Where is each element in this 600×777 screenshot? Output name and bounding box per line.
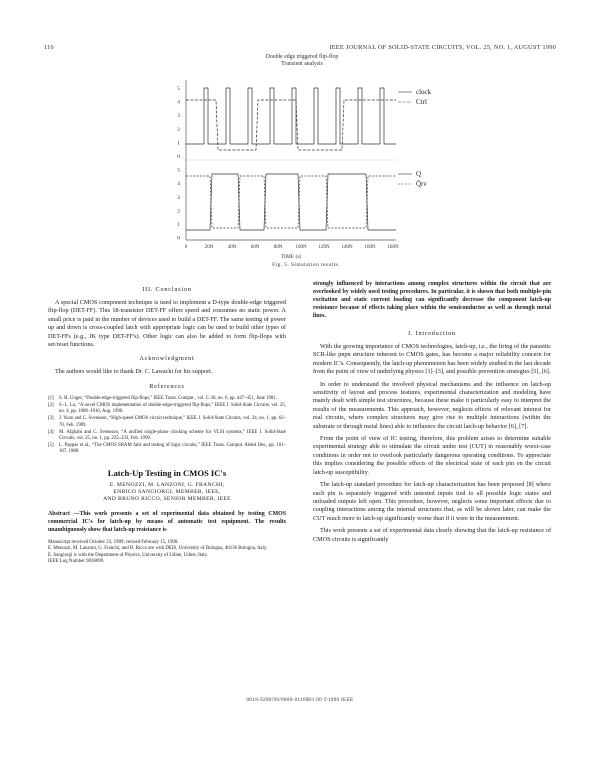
- x-tick-label: 60N: [250, 245, 260, 250]
- intro-paragraph-4: The latch-up standard procedure for latch-up characterization has been proposed [8] where each pin is separately triggered with untested inputs tied to all possible logic states and unloaded outputs left open. This procedure, however, neglects some important effects due to coupling interactions among the internal structures that, as will be shown later, can make the CUT much more to latch-up significantly worse than if it were in the measurement.: [313, 481, 551, 522]
- y-tick-label: 4: [177, 181, 180, 188]
- figure-title: [146, 54, 458, 68]
- plot-frame: [186, 80, 396, 240]
- figure-title-line1: Double edge triggered flip-flop: [265, 54, 339, 60]
- right-column: [313, 280, 551, 548]
- abstract: Abstract —This work presents a set of experimental data obtained by testing CMOS commercial IC's for latch-up by means of automatic test equipment. The results unambiguously show that latch-up resistance is: [48, 510, 286, 533]
- conclusion-heading: III. Conclusion: [142, 286, 192, 293]
- reference-number: [3]: [48, 416, 54, 422]
- reference-list: [48, 396, 286, 456]
- intro-paragraph-3: From the point of view of IC testing, therefore, this problem arises to determine suitable experimental strategy able to stimulate the circuit under test (CUT) in reasonably worst-case conditions in order not to overlook particularly dangerous operating conditions. To appreciate this implies considering the possible effects of the electrical state of each pin on the circuit latch-up susceptibility.: [313, 435, 551, 476]
- reference-item: [48, 403, 286, 415]
- reference-item: [48, 416, 286, 428]
- y-tick-label: 5: [177, 86, 180, 92]
- left-column: [48, 280, 286, 566]
- author-line-3: AND BRUNO RICCO, SENIOR MEMBER, IEEE: [103, 496, 231, 503]
- y-tick-label: 2: [177, 126, 180, 133]
- x-tick-label: 140N: [341, 245, 353, 250]
- figure-title-line2: Transient analysis: [281, 61, 323, 67]
- reference-number: [1]: [48, 395, 54, 401]
- paper-title: Latch-Up Testing in CMOS IC's: [107, 467, 227, 478]
- footnote-manuscript: Manuscript received October 23, 1989; revised February 15, 1990.: [48, 539, 179, 545]
- x-tick-label: 180N: [387, 245, 399, 250]
- y-tick-label: 4: [177, 99, 180, 106]
- figure-caption: Fig. 5. Simulation results.: [272, 262, 340, 268]
- clock-label: clock: [416, 88, 432, 96]
- footnote-log-number: IEEE Log Number 9036899.: [48, 559, 105, 565]
- footnotes: [48, 540, 286, 566]
- author-line-1: E. MENOZZI, M. LANZONI, G. FRANCHI,: [109, 481, 225, 488]
- figure: [146, 54, 458, 258]
- intro-paragraph-1: With the growing importance of CMOS technologies, latch-up, i.e., the firing of the parasitic SCR-like pnpn structure inherent to CMOS gates, has become a major reliability concern for modern IC's. Consequently, the latch-up phenomenon has been widely studied in the last decade from the point of view of underlying physics [1]–[3], and possible prevention strategies [5], [6].: [313, 343, 552, 376]
- intro-paragraph-2: In order to understand the involved physical mechanisms and the influence on latch-up sensitivity of layout and process features, experimental characterization and modeling have mainly dealt with simple test structures, because these make it particularly easy to interpret the results of the measurements. This approach, however, neglects effects of relevant interest for real circuits, where complex structures may give rise to multiple interactions (within the substrate or through metal lines) able to influence the circuit latch-up behavior [6], [7].: [313, 380, 551, 430]
- x-tick-label: 120N: [318, 245, 330, 250]
- copyright-line: 0018-9200/90/0800-0110$01.00 ©1990 IEEE: [246, 697, 354, 703]
- x-tick-label: 100N: [295, 245, 307, 250]
- y-tick-label: 0: [177, 154, 180, 160]
- abstract-continued: strongly influenced by interactions among complex structures within the circuit that are overlooked by widely used testing procedures. In particular, it is shown that both multiple-pin excitation and static current loading can significantly decrease the component latch-up resistance because of effects taking place within the semiconductor as well as through metal lines.: [313, 281, 551, 319]
- qbar-label: Q̄rv: [416, 180, 427, 188]
- running-head: IEEE JOURNAL OF SOLID-STATE CIRCUITS, VOL. 25, NO. 1, AUGUST 1990: [329, 44, 556, 51]
- q-label: Q: [416, 170, 422, 178]
- references-heading: References: [149, 382, 185, 390]
- y-tick-label: 1: [177, 222, 180, 228]
- reference-text: S.-L. Lu, “A novel CMOS implementation of double-edge-triggered flip-flops,” IEEE J. Solid-State Circuits, vol. 25, no. 4, pp. 1008–1010, Aug. 1990.: [59, 403, 286, 415]
- reference-text: M. Afghahi and C. Svensson, “A unified single-phase clocking scheme for VLSI systems,” IEEE J. Solid-State Circuits, vol. 25, no. 1, pp. 225–233, Feb. 1990.: [59, 429, 286, 442]
- ctrl-waveform: [186, 100, 396, 150]
- acknowledgment-text: The authors would like to thank Dr. C. Lawacki for his support.: [55, 368, 213, 376]
- x-tick-label: 40N: [227, 245, 237, 250]
- y-tick-label: 2: [177, 208, 180, 215]
- footnote-affiliation-2: E. Sangiorgi is with the Department of Physics, University of Udine, Udine, Italy.: [48, 552, 209, 558]
- reference-item: [48, 396, 286, 402]
- x-tick-label: 160N: [364, 245, 376, 250]
- reference-text: L. Pappas et al., “The CMOS SRAM fails and testing of logic circuits,” IEEE Trans. Comput. Aided Des., pp. 101–107, 1988.: [59, 443, 286, 455]
- author-line-2: ENRICO SANGIORGI, MEMBER, IEEE,: [113, 489, 221, 496]
- reference-number: [2]: [48, 403, 54, 409]
- x-tick-label: 80N: [273, 245, 283, 250]
- q-waveform: [186, 174, 396, 230]
- conclusion-text: A special CMOS component technique is used to implement a D-type double-edge triggered flip-flop (DET-FF). This 18-transistor DET-FF offers speed and consumes no static power. A small price is paid in the number of devices used to build a DET-FF. The same testing of power up and down is cross-coupled latch with appropriate logic can be used to build other types of DET-FFs (e.g., JK type DET-FF's). Other logic can also be added to form flip-flops with set/reset functions.: [48, 299, 286, 349]
- y-tick-label: 3: [177, 194, 180, 201]
- y-tick-label: 5: [177, 167, 180, 174]
- reference-item: [48, 430, 286, 442]
- reference-text: J. Yuan and C. Svensson, “High-speed CMOS circuit technique,” IEEE J. Solid-State Circuits, vol. 24, no. 1, pp. 62–70, Feb. 1989.: [59, 416, 286, 428]
- reference-number: [4]: [48, 429, 54, 435]
- reference-number: [5]: [48, 443, 54, 449]
- intro-paragraph-5: This work presents a set of experimental data clearly showing that the latch-up resistance of CMOS circuits is significantly: [313, 527, 551, 543]
- y-tick-labels: [177, 86, 180, 242]
- ctrl-label: Ctrl: [416, 98, 427, 106]
- x-axis-label: TIME (s): [280, 254, 302, 260]
- waveform-plot: [146, 70, 458, 260]
- x-tick-label: 20N: [204, 245, 214, 250]
- x-tick-labels: [185, 245, 399, 250]
- y-tick-label: 3: [177, 113, 180, 120]
- qbar-waveform: [186, 176, 396, 228]
- footnote-affiliation-1: E. Menozzi, M. Lanzoni, G. Franchi, and B. Ricco are with DEIS, University of Bologna, 40136 Bologna, Italy.: [48, 546, 268, 552]
- introduction-heading: I. Introduction: [408, 330, 456, 337]
- reference-item: [48, 443, 286, 455]
- x-tick-label: 0: [184, 245, 188, 250]
- y-tick-label: 0: [177, 235, 180, 242]
- y-tick-label: 1: [177, 140, 180, 147]
- acknowledgment-heading: Acknowledgment: [139, 355, 195, 363]
- page-number: 110: [44, 44, 54, 51]
- reference-text: S. H. Unger, “Double-edge-triggered flip-flops,” IEEE Trans. Comput., vol. C-30, no. 6, pp. 447–451, June 1981.: [59, 395, 277, 401]
